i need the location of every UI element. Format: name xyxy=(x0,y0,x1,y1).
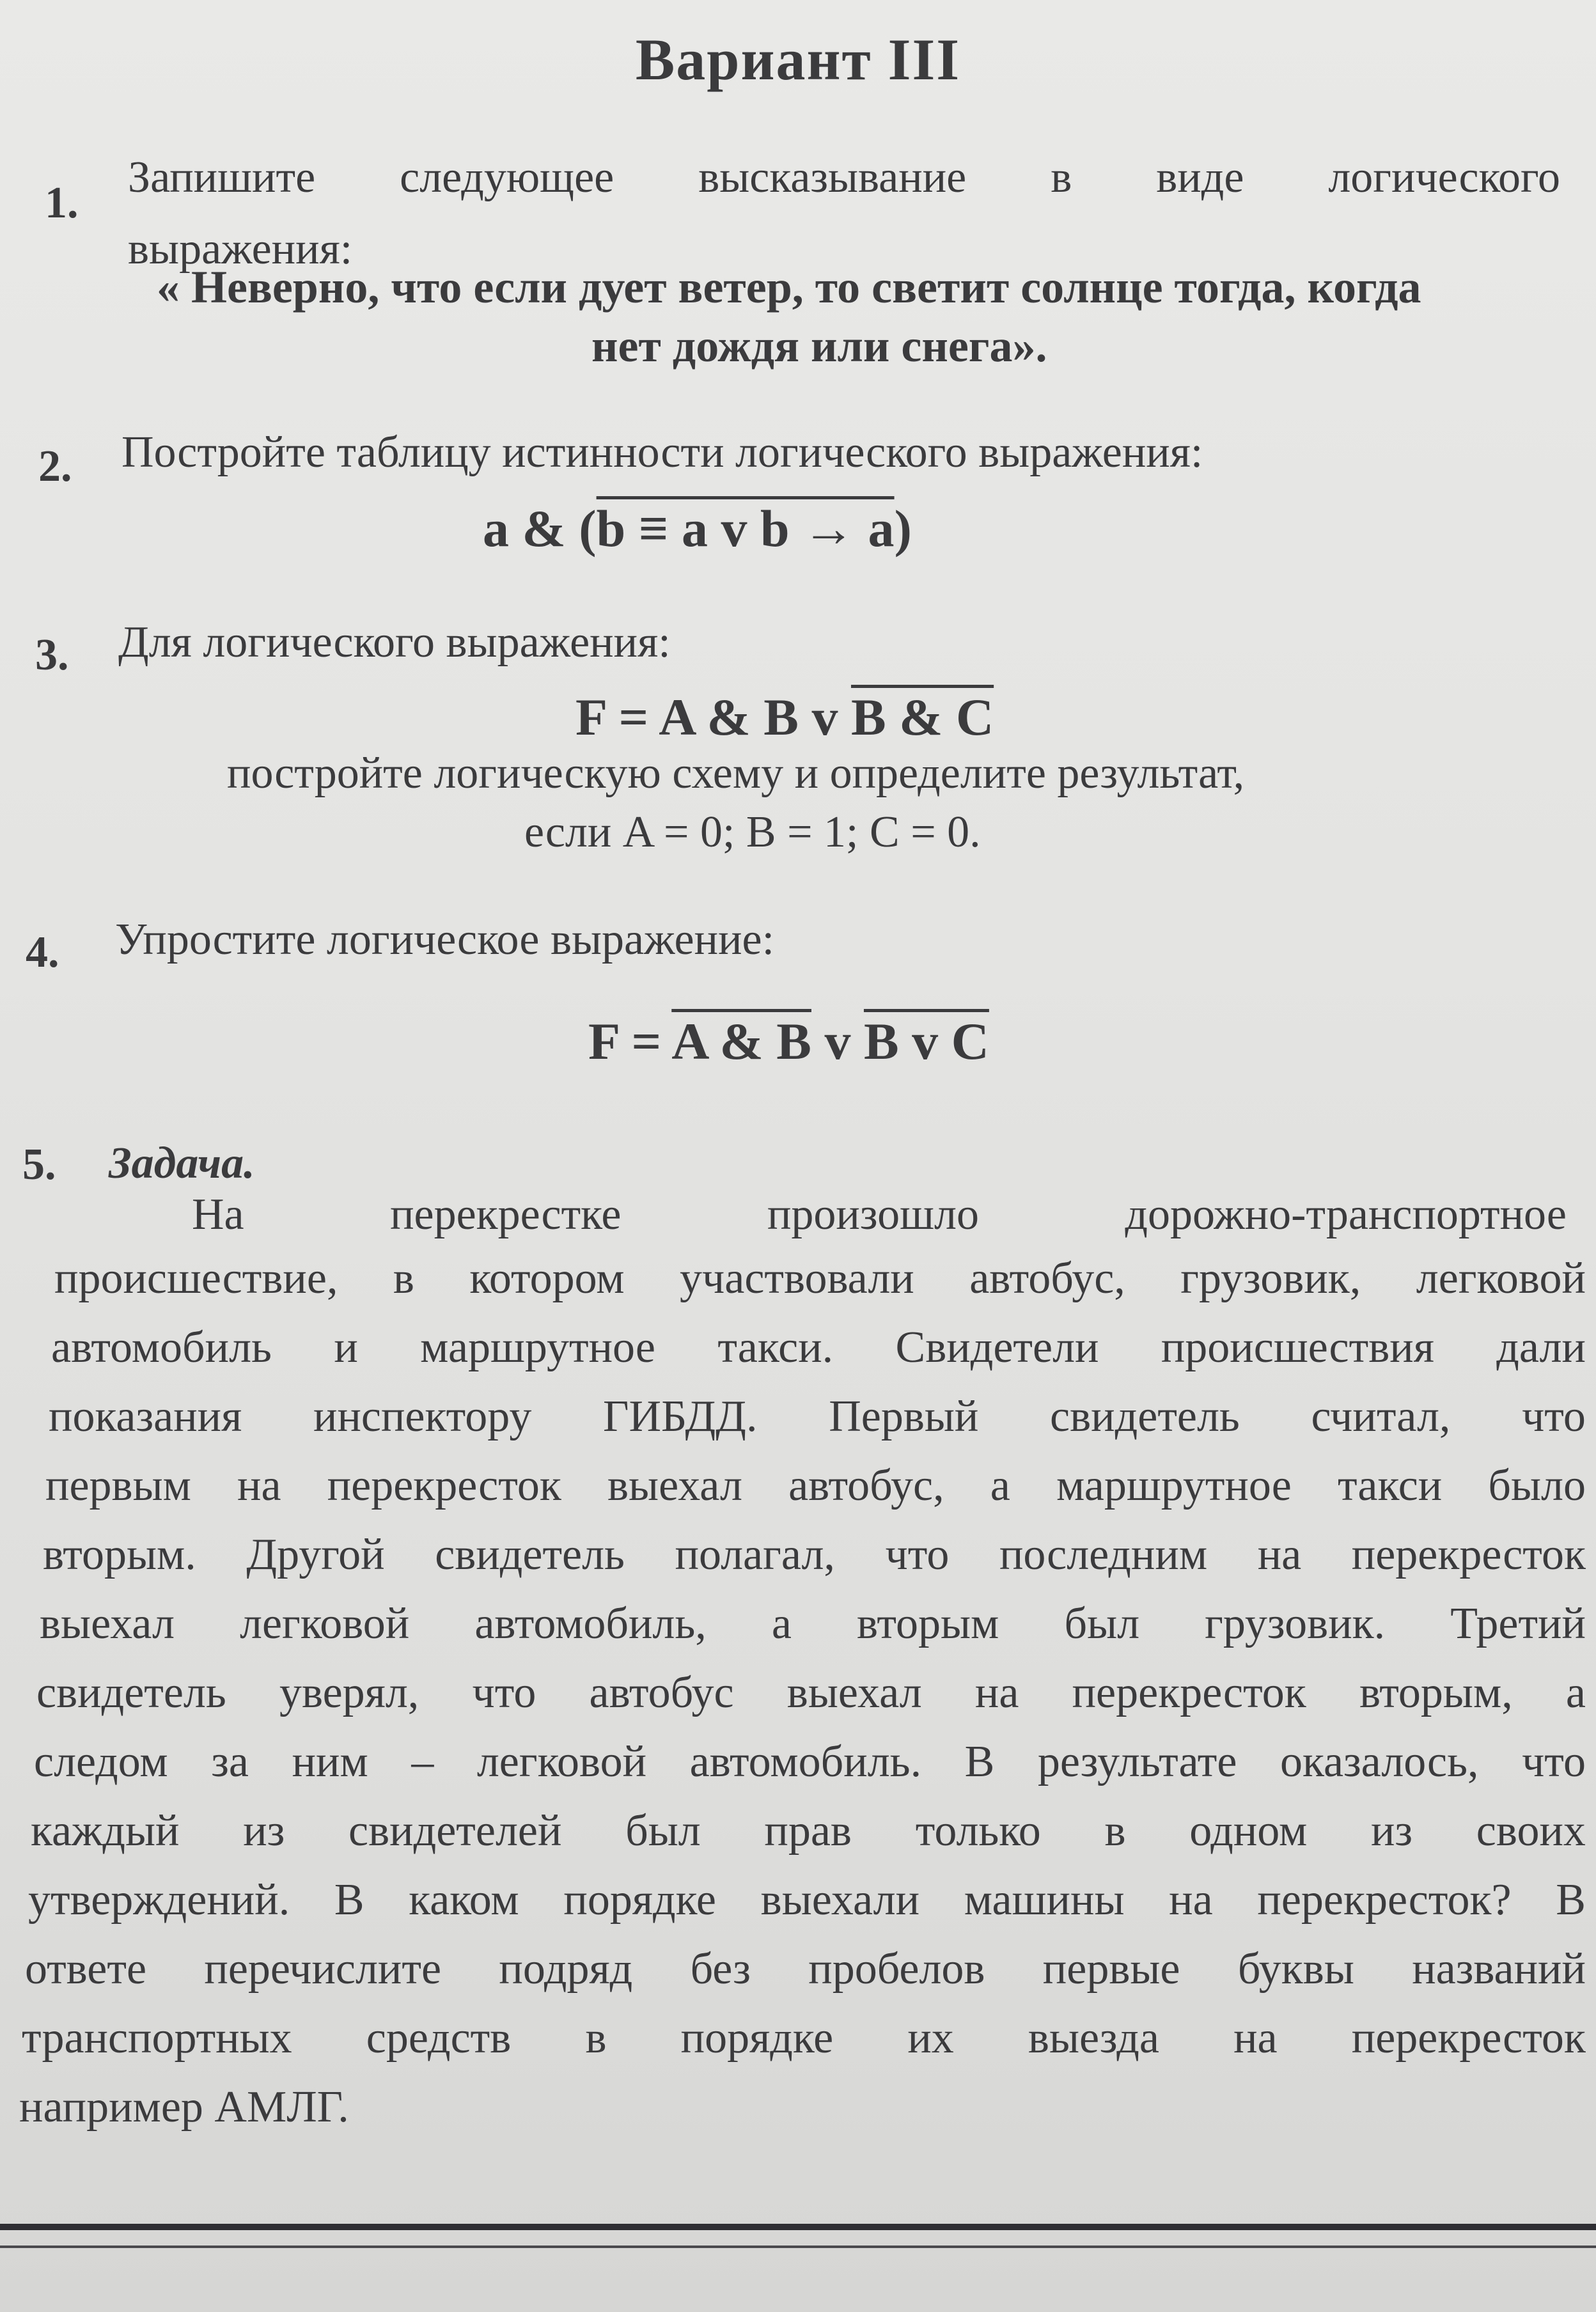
task5-line1-word: произошло xyxy=(767,1190,979,1239)
task5-paragraph-word: было xyxy=(1488,1461,1586,1510)
task5-paragraph-word: из xyxy=(1370,1806,1413,1855)
task5-paragraph-word: перечислите xyxy=(204,1944,442,1994)
task5-paragraph-word: выезда xyxy=(1028,2013,1159,2063)
task5-paragraph-word: автобус, xyxy=(969,1254,1125,1303)
task5-paragraph-word: одном xyxy=(1189,1806,1308,1855)
task5-line1-word: дорожно-транспортное xyxy=(1125,1190,1567,1239)
task5-paragraph-word: автобус, xyxy=(788,1461,944,1510)
task5-paragraph-word: результате xyxy=(1037,1737,1237,1786)
task5-paragraph-word: прав xyxy=(764,1806,852,1855)
task5-paragraph-line xyxy=(54,1253,1586,1304)
task5-paragraph-word: ответе xyxy=(25,1944,147,1994)
task3-formula xyxy=(575,687,994,747)
task5-paragraph-word: названий xyxy=(1412,1944,1586,1994)
task5-paragraph-word: последним xyxy=(999,1530,1208,1579)
task1-quote-line1: « Неверно, что если дует ветер, то светит солнце тогда, когда xyxy=(157,262,1421,313)
task1-quote-line2: нет дождя или снега». xyxy=(591,320,1047,371)
task5-paragraph-word: – xyxy=(411,1737,434,1786)
task5-paragraph-word: В xyxy=(1556,1875,1586,1925)
task5-paragraph-word: первые xyxy=(1042,1944,1180,1994)
task5-paragraph-word: полагал, xyxy=(675,1530,835,1579)
task2-expression xyxy=(483,499,912,559)
task5-paragraph-word: утверждений. xyxy=(28,1875,290,1925)
task5-paragraph-word: перекресток xyxy=(327,1461,561,1510)
task5-paragraph-line: например АМЛГ. xyxy=(19,2082,349,2132)
task5-paragraph-word: выехал xyxy=(607,1461,742,1510)
task5-paragraph-word: выехал xyxy=(786,1668,922,1717)
task5-paragraph-word: следом xyxy=(34,1737,168,1786)
task5-paragraph-word: пробелов xyxy=(808,1944,985,1994)
task5-paragraph-word: оказалось, xyxy=(1280,1737,1479,1786)
task2-number: 2. xyxy=(38,442,72,491)
task5-paragraph-word: порядке xyxy=(563,1875,716,1925)
task5-paragraph-word: подряд xyxy=(499,1944,633,1994)
task5-paragraph-word: свидетель xyxy=(435,1530,625,1579)
task5-paragraph-word: их xyxy=(907,2013,954,2063)
task1-line1-word: Запишите xyxy=(128,153,316,202)
task1-line1-word: следующее xyxy=(400,153,614,202)
task4-formula-negated-1: A & B xyxy=(671,1012,811,1070)
task5-paragraph-word: происшествия xyxy=(1161,1323,1434,1372)
task2-expr-negated: b ≡ a v b → a xyxy=(596,499,895,558)
task5-paragraph-word: что xyxy=(472,1668,536,1717)
task5-paragraph-word: выехал xyxy=(40,1599,175,1648)
task5-paragraph-word: на xyxy=(1257,1530,1302,1579)
task5-paragraph-word: легковой xyxy=(476,1737,647,1786)
task5-paragraph-word: маршрутное xyxy=(420,1323,655,1372)
task5-paragraph-word: вторым, xyxy=(1359,1668,1513,1717)
task5-paragraph-word: Первый xyxy=(829,1392,979,1441)
task1-line1 xyxy=(128,152,1560,203)
task5-paragraph-word: такси. xyxy=(717,1323,834,1372)
task5-paragraph-word: на xyxy=(1169,1875,1213,1925)
task5-paragraph-word: грузовик. xyxy=(1205,1599,1386,1648)
task5-paragraph-word: происшествие, xyxy=(54,1254,338,1303)
task5-paragraph-word: свидетелей xyxy=(348,1806,562,1855)
task1-line1-word: высказывание xyxy=(698,153,967,202)
task5-paragraph-word: был xyxy=(1064,1599,1140,1648)
task5-paragraph-word: перекресток? xyxy=(1257,1875,1512,1925)
task1-line2: выражения: xyxy=(128,224,353,274)
task5-paragraph-word: В xyxy=(334,1875,364,1925)
task5-paragraph-word: Третий xyxy=(1450,1599,1586,1648)
page-title: Вариант III xyxy=(635,27,961,92)
task5-paragraph-word: на xyxy=(974,1668,1019,1717)
task5-paragraph-word: такси xyxy=(1337,1461,1443,1510)
task5-paragraph-word: был xyxy=(625,1806,701,1855)
task3-formula-prefix: F = A & B v xyxy=(575,688,851,746)
task5-paragraph-word: из xyxy=(243,1806,285,1855)
task4-formula xyxy=(588,1012,989,1072)
task5-paragraph-word: Другой xyxy=(246,1530,385,1579)
task5-paragraph-word: и xyxy=(334,1323,358,1372)
task5-paragraph-word: а xyxy=(771,1599,792,1648)
task5-paragraph-line xyxy=(31,1806,1586,1857)
task5-paragraph-word: своих xyxy=(1476,1806,1586,1855)
task4-formula-negated-2: B v C xyxy=(863,1012,989,1070)
task5-paragraph-word: Свидетели xyxy=(895,1323,1099,1372)
task5-line1 xyxy=(192,1189,1567,1240)
task1-line1-word: виде xyxy=(1156,153,1244,202)
task5-paragraph-word: порядке xyxy=(680,2013,834,2063)
task5-paragraph-word: маршрутное xyxy=(1056,1461,1292,1510)
task3-text: Для логического выражения: xyxy=(118,618,671,667)
task5-paragraph-word: считал, xyxy=(1311,1392,1451,1441)
task5-paragraph-word: автомобиль. xyxy=(689,1737,922,1786)
task5-paragraph-line xyxy=(28,1875,1586,1926)
task2-text: Постройте таблицу истинности логического выражения: xyxy=(121,428,1203,477)
task5-paragraph-line xyxy=(36,1668,1586,1719)
task5-paragraph-word: а xyxy=(990,1461,1010,1510)
task5-paragraph-word: котором xyxy=(469,1254,625,1303)
task5-paragraph-line xyxy=(49,1391,1586,1442)
task5-paragraph-line xyxy=(43,1529,1586,1581)
task5-paragraph-word: дали xyxy=(1496,1323,1586,1372)
task3-formula-negated: B & C xyxy=(850,688,994,746)
task5-paragraph-word: легковой xyxy=(1416,1254,1586,1303)
task5-paragraph-word: автобус xyxy=(589,1668,734,1717)
task5-paragraph-word: первым xyxy=(45,1461,191,1510)
bottom-rule-thin xyxy=(0,2246,1596,2248)
task5-number: 5. xyxy=(22,1140,56,1189)
task5-paragraph-line xyxy=(25,1944,1586,1995)
task5-paragraph-word: перекресток xyxy=(1351,2013,1586,2063)
task5-paragraph-word: на xyxy=(1233,2013,1278,2063)
task5-paragraph-word: инспектору xyxy=(313,1392,532,1441)
task5-paragraph-word: на xyxy=(237,1461,281,1510)
task5-paragraph-word: ГИБДД. xyxy=(603,1392,758,1441)
task5-paragraph-word: вторым. xyxy=(43,1530,196,1579)
task5-paragraph-word: автомобиль, xyxy=(474,1599,707,1648)
task4-text: Упростите логическое выражение: xyxy=(115,915,775,964)
task5-paragraph-word: без xyxy=(690,1944,751,1994)
task5-paragraph-word: показания xyxy=(49,1392,242,1441)
task5-line1-word: На xyxy=(192,1190,244,1239)
task4-formula-prefix: F = xyxy=(588,1012,672,1070)
task4-number: 4. xyxy=(26,928,59,977)
task3-number: 3. xyxy=(35,630,69,680)
task5-paragraph-line xyxy=(40,1598,1586,1650)
task1-line1-word: в xyxy=(1051,153,1072,202)
task5-paragraph-word: уверял, xyxy=(279,1668,419,1717)
bottom-rule-thick xyxy=(0,2224,1596,2230)
task2-expr-prefix: a & ( xyxy=(483,499,597,558)
task5-paragraph-line xyxy=(22,2013,1586,2064)
task3-line2: постройте логическую схему и определите результат, xyxy=(227,749,1245,798)
task5-paragraph-word: каком xyxy=(409,1875,519,1925)
task5-paragraph-word: буквы xyxy=(1237,1944,1354,1994)
task5-paragraph-line xyxy=(51,1322,1586,1373)
task5-line1-word: перекрестке xyxy=(390,1190,622,1239)
task5-paragraph-word: вторым xyxy=(857,1599,999,1648)
task1-number: 1. xyxy=(45,178,79,228)
task5-paragraph-word: в xyxy=(585,2013,607,2063)
task5-paragraph-word: средств xyxy=(366,2013,512,2063)
task5-paragraph-word: ним xyxy=(292,1737,368,1786)
task5-paragraph-word: свидетель xyxy=(36,1668,226,1717)
task5-paragraph-word: машины xyxy=(964,1875,1125,1925)
task3-line3: если A = 0; B = 1; C = 0. xyxy=(524,808,981,857)
task5-paragraph-word: транспортных xyxy=(22,2013,292,2063)
task5-paragraph-word: свидетель xyxy=(1050,1392,1240,1441)
task5-paragraph-word: перекресток xyxy=(1351,1530,1586,1579)
task5-paragraph-word: только xyxy=(915,1806,1041,1855)
task2-expr-suffix: ) xyxy=(894,499,912,558)
task5-paragraph-line xyxy=(34,1737,1586,1788)
task5-paragraph-word: грузовик, xyxy=(1180,1254,1361,1303)
task4-formula-mid: v xyxy=(811,1012,864,1070)
task5-paragraph-word: перекресток xyxy=(1072,1668,1306,1717)
task5-paragraph-word: каждый xyxy=(31,1806,180,1855)
task1-line1-word: логического xyxy=(1328,153,1560,202)
task5-paragraph-word: что xyxy=(1522,1737,1586,1786)
task5-paragraph-word: а xyxy=(1565,1668,1586,1717)
task5-paragraph-word: В xyxy=(964,1737,995,1786)
task5-paragraph-line xyxy=(45,1460,1586,1511)
task5-paragraph-word: в xyxy=(393,1254,414,1303)
task5-paragraph-word: автомобиль xyxy=(51,1323,272,1372)
task5-paragraph-word: в xyxy=(1104,1806,1126,1855)
task5-paragraph-word: за xyxy=(211,1737,249,1786)
task5-paragraph-word: участвовали xyxy=(680,1254,914,1303)
task5-heading: Задача. xyxy=(109,1139,255,1188)
task5-paragraph-word: что xyxy=(1522,1392,1586,1441)
task5-paragraph-word: выехали xyxy=(760,1875,920,1925)
task5-paragraph-word: что xyxy=(885,1530,950,1579)
task5-paragraph-word: легковой xyxy=(240,1599,410,1648)
